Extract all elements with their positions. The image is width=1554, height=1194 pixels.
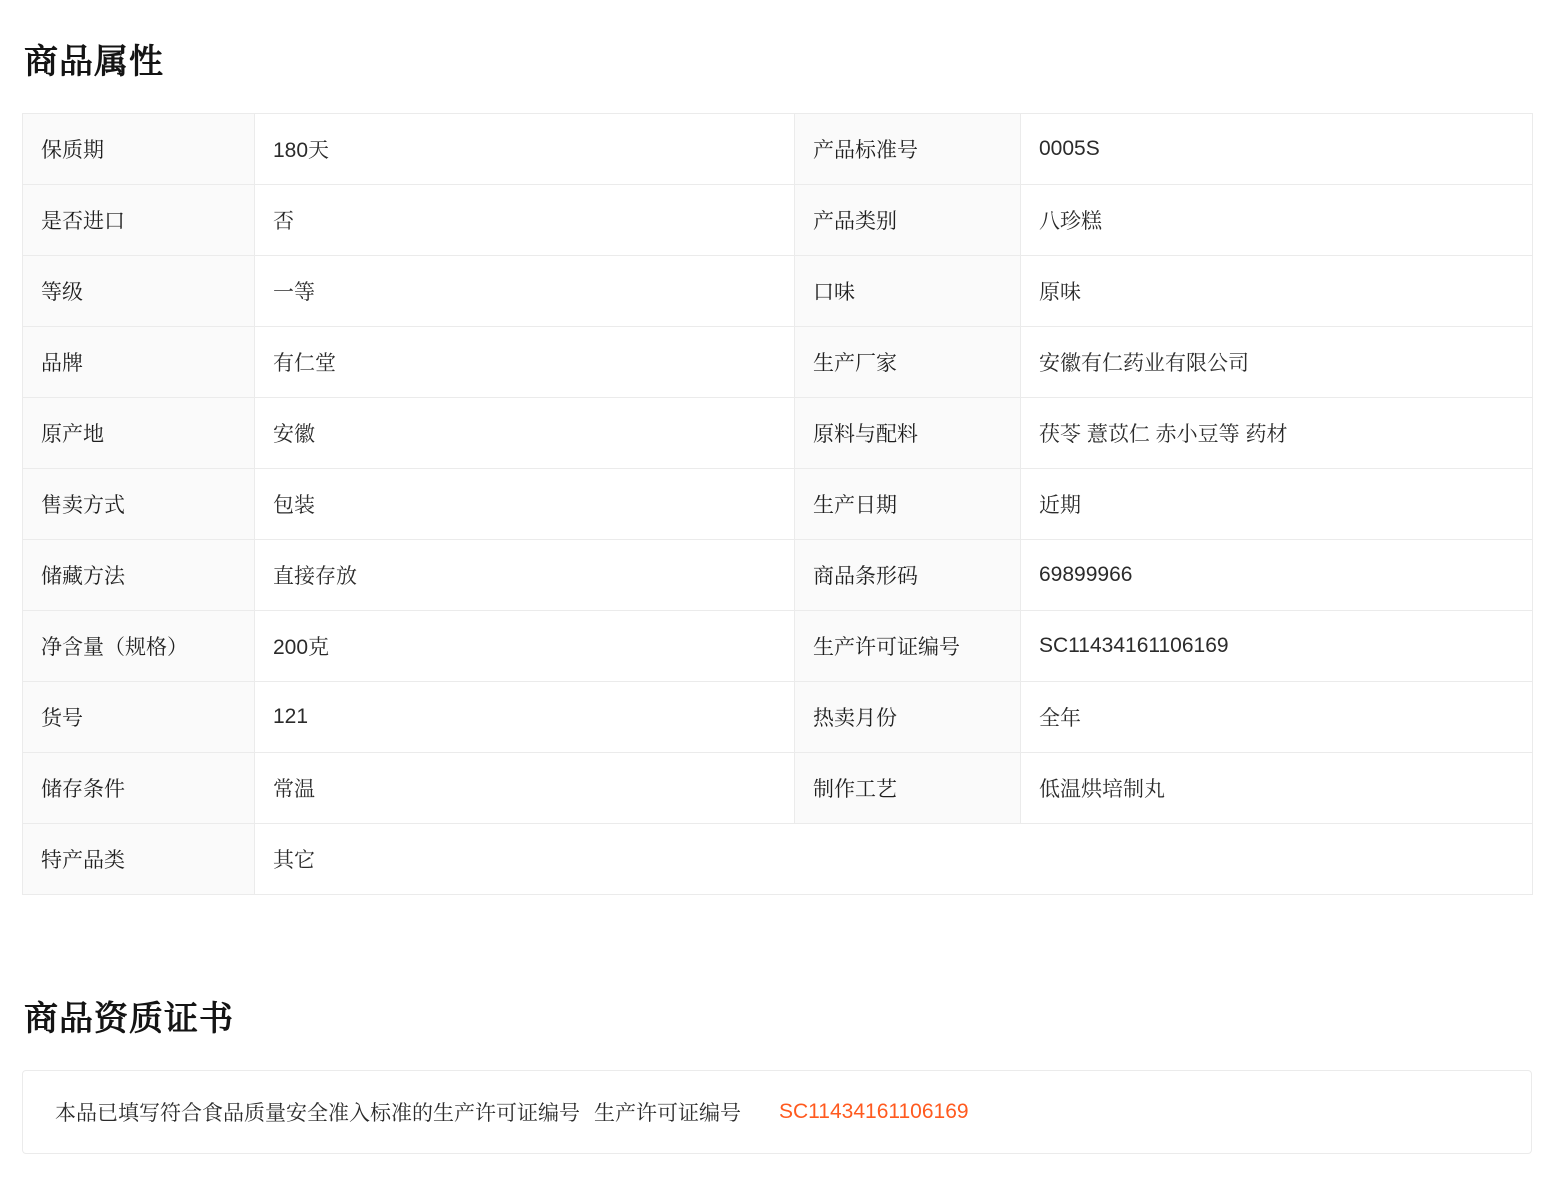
attribute-value: 原味 (1021, 256, 1533, 327)
attribute-value: 121 (255, 682, 795, 753)
table-row (23, 469, 1533, 540)
attribute-value: 低温烘培制丸 (1021, 753, 1533, 824)
attribute-label: 原产地 (23, 398, 255, 469)
attribute-value: 0005S (1021, 114, 1533, 185)
attribute-value: 180天 (255, 114, 795, 185)
table-row (23, 114, 1533, 185)
attribute-value: 近期 (1021, 469, 1533, 540)
attribute-label: 口味 (795, 256, 1021, 327)
table-row (23, 753, 1533, 824)
page-title-certificate: 商品资质证书 (24, 1000, 234, 1038)
attribute-value: 全年 (1021, 682, 1533, 753)
table-row (23, 185, 1533, 256)
attribute-label: 产品标准号 (795, 114, 1021, 185)
attribute-label: 储存条件 (23, 753, 255, 824)
attribute-value: 有仁堂 (255, 327, 795, 398)
table-row (23, 398, 1533, 469)
attribute-label: 原料与配料 (795, 398, 1021, 469)
certificate-label: 生产许可证编号 (594, 1102, 741, 1125)
attribute-label: 售卖方式 (23, 469, 255, 540)
product-attributes-table (22, 113, 1533, 895)
attribute-label: 等级 (23, 256, 255, 327)
attribute-label: 是否进口 (23, 185, 255, 256)
attribute-value: 八珍糕 (1021, 185, 1533, 256)
attribute-label: 保质期 (23, 114, 255, 185)
attribute-value: 否 (255, 185, 795, 256)
attribute-value: 安徽 (255, 398, 795, 469)
attribute-value: 一等 (255, 256, 795, 327)
attribute-label: 生产厂家 (795, 327, 1021, 398)
attribute-value: SC11434161106169 (1021, 611, 1533, 682)
attribute-value: 茯苓 薏苡仁 赤小豆等 药材 (1021, 398, 1533, 469)
table-row (23, 611, 1533, 682)
attribute-label: 热卖月份 (795, 682, 1021, 753)
attribute-label: 生产许可证编号 (795, 611, 1021, 682)
table-row (23, 682, 1533, 753)
attribute-label: 储藏方法 (23, 540, 255, 611)
attribute-value: 69899966 (1021, 540, 1533, 611)
attributes-table-body (23, 114, 1533, 895)
attribute-label: 品牌 (23, 327, 255, 398)
attribute-label: 净含量（规格） (23, 611, 255, 682)
attribute-label: 产品类别 (795, 185, 1021, 256)
page-title-attributes: 商品属性 (24, 43, 164, 81)
attribute-value: 其它 (255, 824, 1533, 895)
table-row (23, 824, 1533, 895)
certificate-code: SC11434161106169 (779, 1100, 969, 1123)
section-divider-space (22, 895, 1532, 991)
table-row (23, 256, 1533, 327)
certificate-description: 本品已填写符合食品质量安全准入标准的生产许可证编号 (55, 1102, 580, 1125)
attribute-label: 特产品类 (23, 824, 255, 895)
attribute-label: 商品条形码 (795, 540, 1021, 611)
attribute-label: 生产日期 (795, 469, 1021, 540)
table-row (23, 540, 1533, 611)
attribute-value: 常温 (255, 753, 795, 824)
bottom-spacer (22, 1154, 1532, 1194)
attribute-label: 货号 (23, 682, 255, 753)
attribute-value: 包装 (255, 469, 795, 540)
attribute-value: 200克 (255, 611, 795, 682)
attribute-value: 直接存放 (255, 540, 795, 611)
attribute-value: 安徽有仁药业有限公司 (1021, 327, 1533, 398)
table-row (23, 327, 1533, 398)
certificate-box (22, 1070, 1532, 1154)
attribute-label: 制作工艺 (795, 753, 1021, 824)
